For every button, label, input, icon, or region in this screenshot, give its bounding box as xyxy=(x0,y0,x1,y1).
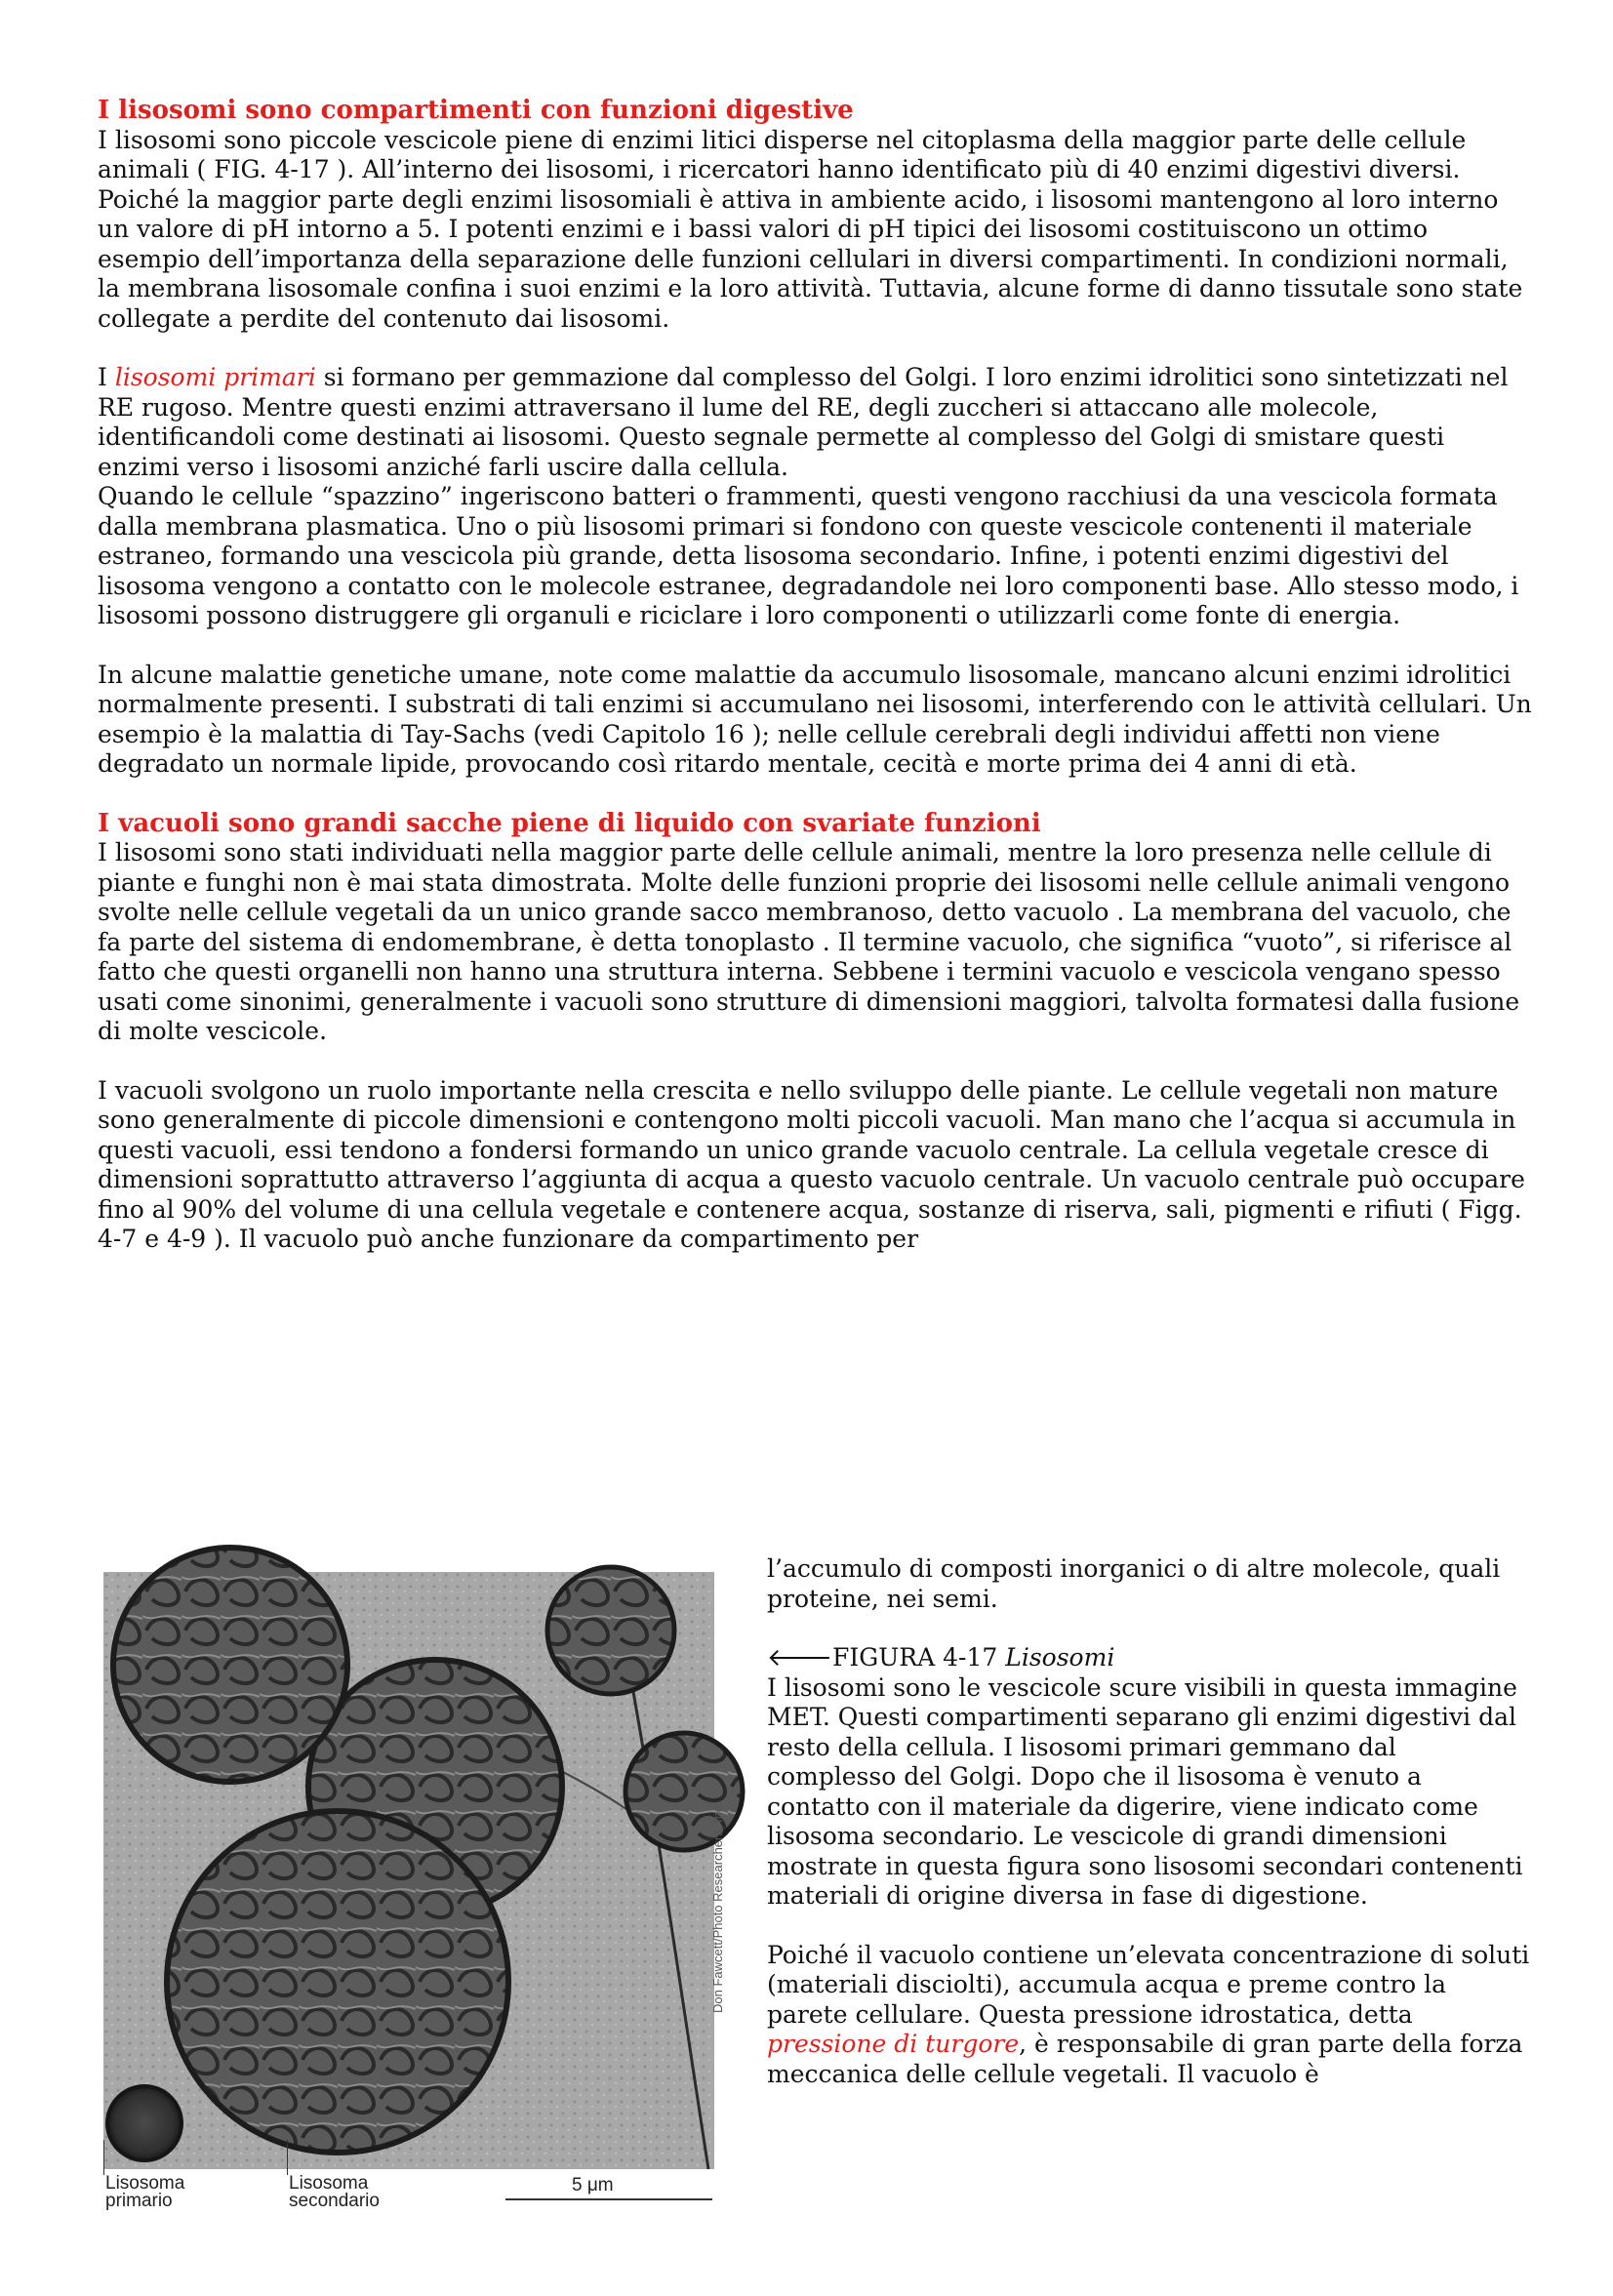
text-span: I xyxy=(98,363,115,391)
text-span: si formano per gemmazione dal complesso del Golgi. I loro enzimi idrolitici sono sintetizzati nel RE rugoso. Mentre questi enzimi attraversano il lume del RE, degli zuccheri si attaccano alle molecole, identificandoli come destinati ai lisosomi. Questo segnale permette al complesso del Golgi di smistare questi enzimi verso i lisosomi anziché farli uscire dalla cellula. xyxy=(98,363,1509,481)
label-leader-line xyxy=(103,2140,104,2175)
term-primary-lysosomes: lisosomi primari xyxy=(114,363,316,391)
paragraph: I lisosomi sono piccole vescicole piene di enzimi litici disperse nel citoplasma della maggior parte delle cellule animali ( FIG. 4-17 ). All’interno dei lisosomi, i ricercatori hanno identificato più di 40 enzimi digestivi diversi. xyxy=(98,125,1467,183)
arrow-left-icon: 🡐 xyxy=(767,1643,833,1672)
paragraph: I vacuoli svolgono un ruolo importante nella crescita e nello sviluppo delle piante. Le cellule vegetali non mature sono generalmente di piccole dimensioni e contengono molti piccoli vacuoli. Man mano che l’acqua si accumula in questi vacuoli, essi tendono a fondersi formando un unico grande vacuolo centrale. La cellula vegetale cresce di dimensioni soprattutto attraverso l’aggiunta di acqua a questo vacuolo centrale. Un vacuolo centrale può occupare fino al 90% del volume di una cellula vegetale e contenere acqua, sostanze di riserva, sali, pigmenti e rifiuti ( Figg. 4-7 e 4-9 ). Il vacuolo può anche funzionare da compartimento per xyxy=(98,1075,1525,1253)
paragraph-continuation: l’accumulo di composti inorganici o di altre molecole, quali proteine, nei semi. xyxy=(767,1554,1501,1613)
photo-credit: Don Fawcett/Photo Researchers, Inc. xyxy=(710,1801,725,2013)
figure-region xyxy=(98,1554,1532,2296)
text-span: , è responsabile di gran parte della forza meccanica delle cellule vegetali. Il vacuolo è xyxy=(767,2030,1523,2088)
figure-caption-title xyxy=(767,1643,1532,1673)
tem-micrograph-image xyxy=(103,1572,714,2169)
paragraph xyxy=(98,363,1532,482)
text-span: Poiché il vacuolo contiene un’elevata concentrazione di soluti (materiali disciolti), accumula acqua e preme contro la parete cellulare. Questa pressione idrostatica, detta xyxy=(767,1940,1530,2029)
paragraph: I lisosomi sono stati individuati nella maggior parte delle cellule animali, mentre la loro presenza nelle cellule di piante e funghi non è mai stata dimostrata. Molte delle funzioni proprie dei lisosomi nelle cellule animali vengono svolte nelle cellule vegetali da un unico grande sacco membranoso, detto vacuolo . La membrana del vacuolo, che fa parte del sistema di endomembrane, è detta tonoplasto . Il termine vacuolo, che significa “vuoto”, si riferisce al fatto che questi organelli non hanno una struttura interna. Sebbene i termini vacuolo e vescicola vengano spesso usati come sinonimi, generalmente i vacuoli sono strutture di dimensioni maggiori, talvolta formatesi dalla fusione di molte vescicole. xyxy=(98,838,1520,1045)
caption-label: FIGURA 4-17 xyxy=(832,1643,1006,1672)
scale-bar-label: 5 μm xyxy=(572,2175,614,2195)
label-primary-lysosome: Lisosoma primario xyxy=(105,2173,185,2211)
caption-title: Lisosomi xyxy=(1005,1643,1115,1672)
term-turgor-pressure: pressione di turgore xyxy=(767,2030,1020,2058)
figure-caption-text: I lisosomi sono le vescicole scure visibili in questa immagine MET. Questi compartimenti separano gli enzimi digestivi dal resto della cellula. I lisosomi primari gemmano dal complesso del Golgi. Dopo che il lisosoma è venuto a contatto con il materiale da digerire, viene indicato come lisosoma secondario. Le vescicole di grandi dimensioni mostrate in questa figura sono lisosomi secondari contenenti materiali di origine diversa in fase di digestione. xyxy=(767,1672,1523,1910)
label-leader-line xyxy=(287,2140,288,2175)
heading-vacuoles: I vacuoli sono grandi sacche piene di liquido con svariate funzioni xyxy=(98,808,1041,838)
label-secondary-lysosome: Lisosoma secondario xyxy=(289,2173,380,2211)
paragraph: Quando le cellule “spazzino” ingeriscono batteri o frammenti, questi vengono racchiusi da una vescicola formata dalla membrana plasmatica. Uno o più lisosomi primari si fondono con queste vescicole contenenti il materiale estraneo, formando una vescicola più grande, detta lisosoma secondario. Infine, i potenti enzimi digestivi del lisosoma vengono a contatto con le molecole estranee, degradandole nei loro componenti base. Allo stesso modo, i lisosomi possono distruggere gli organuli e riciclare i loro componenti o utilizzarli come fonte di energia. xyxy=(98,482,1519,629)
paragraph: Poiché la maggior parte degli enzimi lisosomiali è attiva in ambiente acido, i lisosomi mantengono al loro interno un valore di pH intorno a 5. I potenti enzimi e i bassi valori di pH tipici dei lisosomi costituiscono un ottimo esempio dell’importanza della separazione delle funzioni cellulari in diversi compartimenti. In condizioni normali, la membrana lisosomale confina i suoi enzimi e la loro attività. Tuttavia, alcune forme di danno tissutale sono state collegate a perdite del contenuto dai lisosomi. xyxy=(98,184,1523,333)
right-column xyxy=(767,1554,1532,2089)
heading-lysosomes: I lisosomi sono compartimenti con funzioni digestive xyxy=(98,96,854,125)
page-content xyxy=(98,96,1532,2211)
paragraph: In alcune malattie genetiche umane, note come malattie da accumulo lisosomale, mancano alcuni enzimi idrolitici normalmente presenti. I substrati di tali enzimi si accumulano nei lisosomi, interferendo con le attività cellulari. Un esempio è la malattia di Tay-Sachs (vedi Capitolo 16 ); nelle cellule cerebrali degli individui affetti non viene degradato un normale lipide, provocando così ritardo mentale, cecità e morte prima dei 4 anni di età. xyxy=(98,660,1532,778)
paragraph xyxy=(767,1941,1532,2090)
scale-bar xyxy=(505,2198,712,2200)
